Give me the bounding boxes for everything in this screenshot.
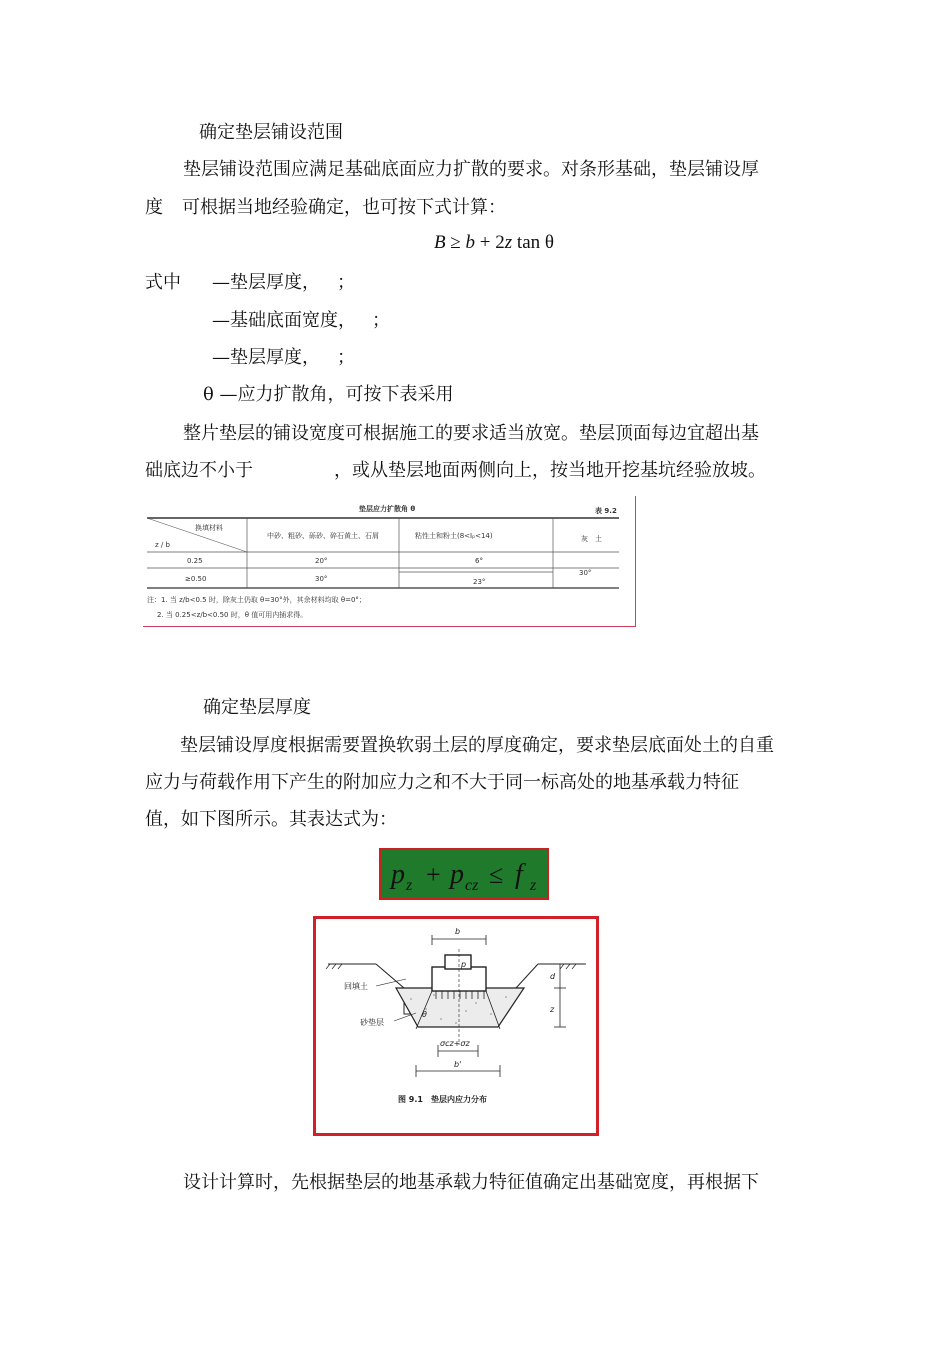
- label-p: p: [461, 960, 467, 969]
- where-label: 式中: [145, 272, 181, 293]
- table-row2-col2: 23°: [473, 578, 486, 586]
- label-d: d: [550, 972, 556, 981]
- paragraph-line-start: 度: [145, 197, 163, 218]
- table-number: 表 9.2: [595, 507, 617, 515]
- section-heading-thickness: 确定垫层厚度: [203, 697, 311, 718]
- definition-sep: ；: [372, 310, 390, 331]
- table-col1-header: 中砂、粗砂、砾砂、碎石黄土、石屑: [267, 532, 379, 540]
- formula-cz-sub: cz: [465, 877, 479, 894]
- paragraph-line: 可根据当地经验确定，也可按下式计算：: [182, 197, 506, 218]
- closing-paragraph-line: 设计计算时，先根据垫层的地基承载力特征值确定出基础宽度，再根据下: [183, 1172, 759, 1193]
- formula-p: p: [391, 859, 405, 890]
- paragraph-line: 应力与荷载作用下产生的附加应力之和不大于同一标高处的地基承载力特征: [145, 772, 739, 793]
- label-theta: θ: [422, 1010, 427, 1019]
- paragraph-line: 值，如下图所示。其表达式为：: [145, 809, 397, 830]
- definition-text: θ —应力扩散角，可按下表采用: [203, 384, 454, 405]
- label-b: b: [455, 927, 461, 936]
- paragraph-line: 垫层铺设范围应满足基础底面应力扩散的要求。对条形基础，垫层铺设厚: [183, 159, 759, 180]
- table-col3-header: 灰 土: [581, 535, 602, 543]
- label-z: z: [550, 1005, 555, 1014]
- paragraph-line: ，或从垫层地面两侧向上，按当地开挖基坑经验放坡。: [334, 460, 766, 481]
- label-sand-cushion: 砂垫层: [360, 1018, 384, 1027]
- label-b-prime: b': [454, 1060, 462, 1069]
- label-backfill: 回填土: [344, 982, 368, 991]
- table-row1-label: 0.25: [187, 557, 203, 565]
- formula-pc: p: [450, 859, 464, 890]
- table-row2-label: ≥0.50: [185, 575, 207, 583]
- formula-width: B ≥ b + 2z tan θ: [434, 232, 554, 253]
- label-stress-sum: σcz+σz: [440, 1039, 470, 1048]
- formula-plus: +: [426, 860, 441, 889]
- table-note2: 2. 当 0.25<z/b<0.50 时，θ 值可用内插求得。: [157, 611, 308, 619]
- section-heading-extent: 确定垫层铺设范围: [199, 122, 343, 143]
- definition-text: —垫层厚度，: [212, 347, 320, 368]
- table-col3-value: 30°: [579, 569, 592, 577]
- formula-le: ≤: [489, 860, 504, 889]
- table-row1-col1: 20°: [315, 557, 328, 565]
- definition-text: —基础底面宽度，: [212, 310, 356, 331]
- paragraph-line: 整片垫层的铺设宽度可根据施工的要求适当放宽。垫层顶面每边宜超出基: [183, 423, 759, 444]
- paragraph-line: 础底边不小于: [145, 460, 253, 481]
- table-col2-header: 粘性土和粉土(8<Iₚ<14): [415, 532, 493, 540]
- table-row2-col1: 30°: [315, 575, 328, 583]
- stress-diffusion-angle-table: [143, 496, 636, 627]
- formula-z-sub: z: [406, 877, 413, 894]
- definition-sep: ；: [337, 272, 355, 293]
- paragraph-line: 垫层铺设厚度根据需要置换软弱土层的厚度确定，要求垫层底面处土的自重: [180, 735, 774, 756]
- formula-f: f: [515, 859, 523, 890]
- definition-sep: ；: [337, 347, 355, 368]
- formula-bearing-capacity: [379, 848, 549, 900]
- stress-distribution-diagram: [313, 916, 599, 1136]
- table-row1-col2: 6°: [475, 557, 483, 565]
- table-corner-bottom: z / b: [155, 541, 170, 549]
- table-note1: 注：1. 当 z/b<0.5 时，除灰土仍取 θ=30°外，其余材料均取 θ=0°；: [147, 596, 366, 604]
- diagram-caption: 图 9.1 垫层内应力分布: [398, 1095, 487, 1104]
- table-corner-top: 换填材料: [195, 524, 223, 532]
- definition-text: —垫层厚度，: [212, 272, 320, 293]
- table-title: 垫层应力扩散角 θ: [359, 505, 416, 513]
- formula-fz-sub: z: [530, 877, 537, 894]
